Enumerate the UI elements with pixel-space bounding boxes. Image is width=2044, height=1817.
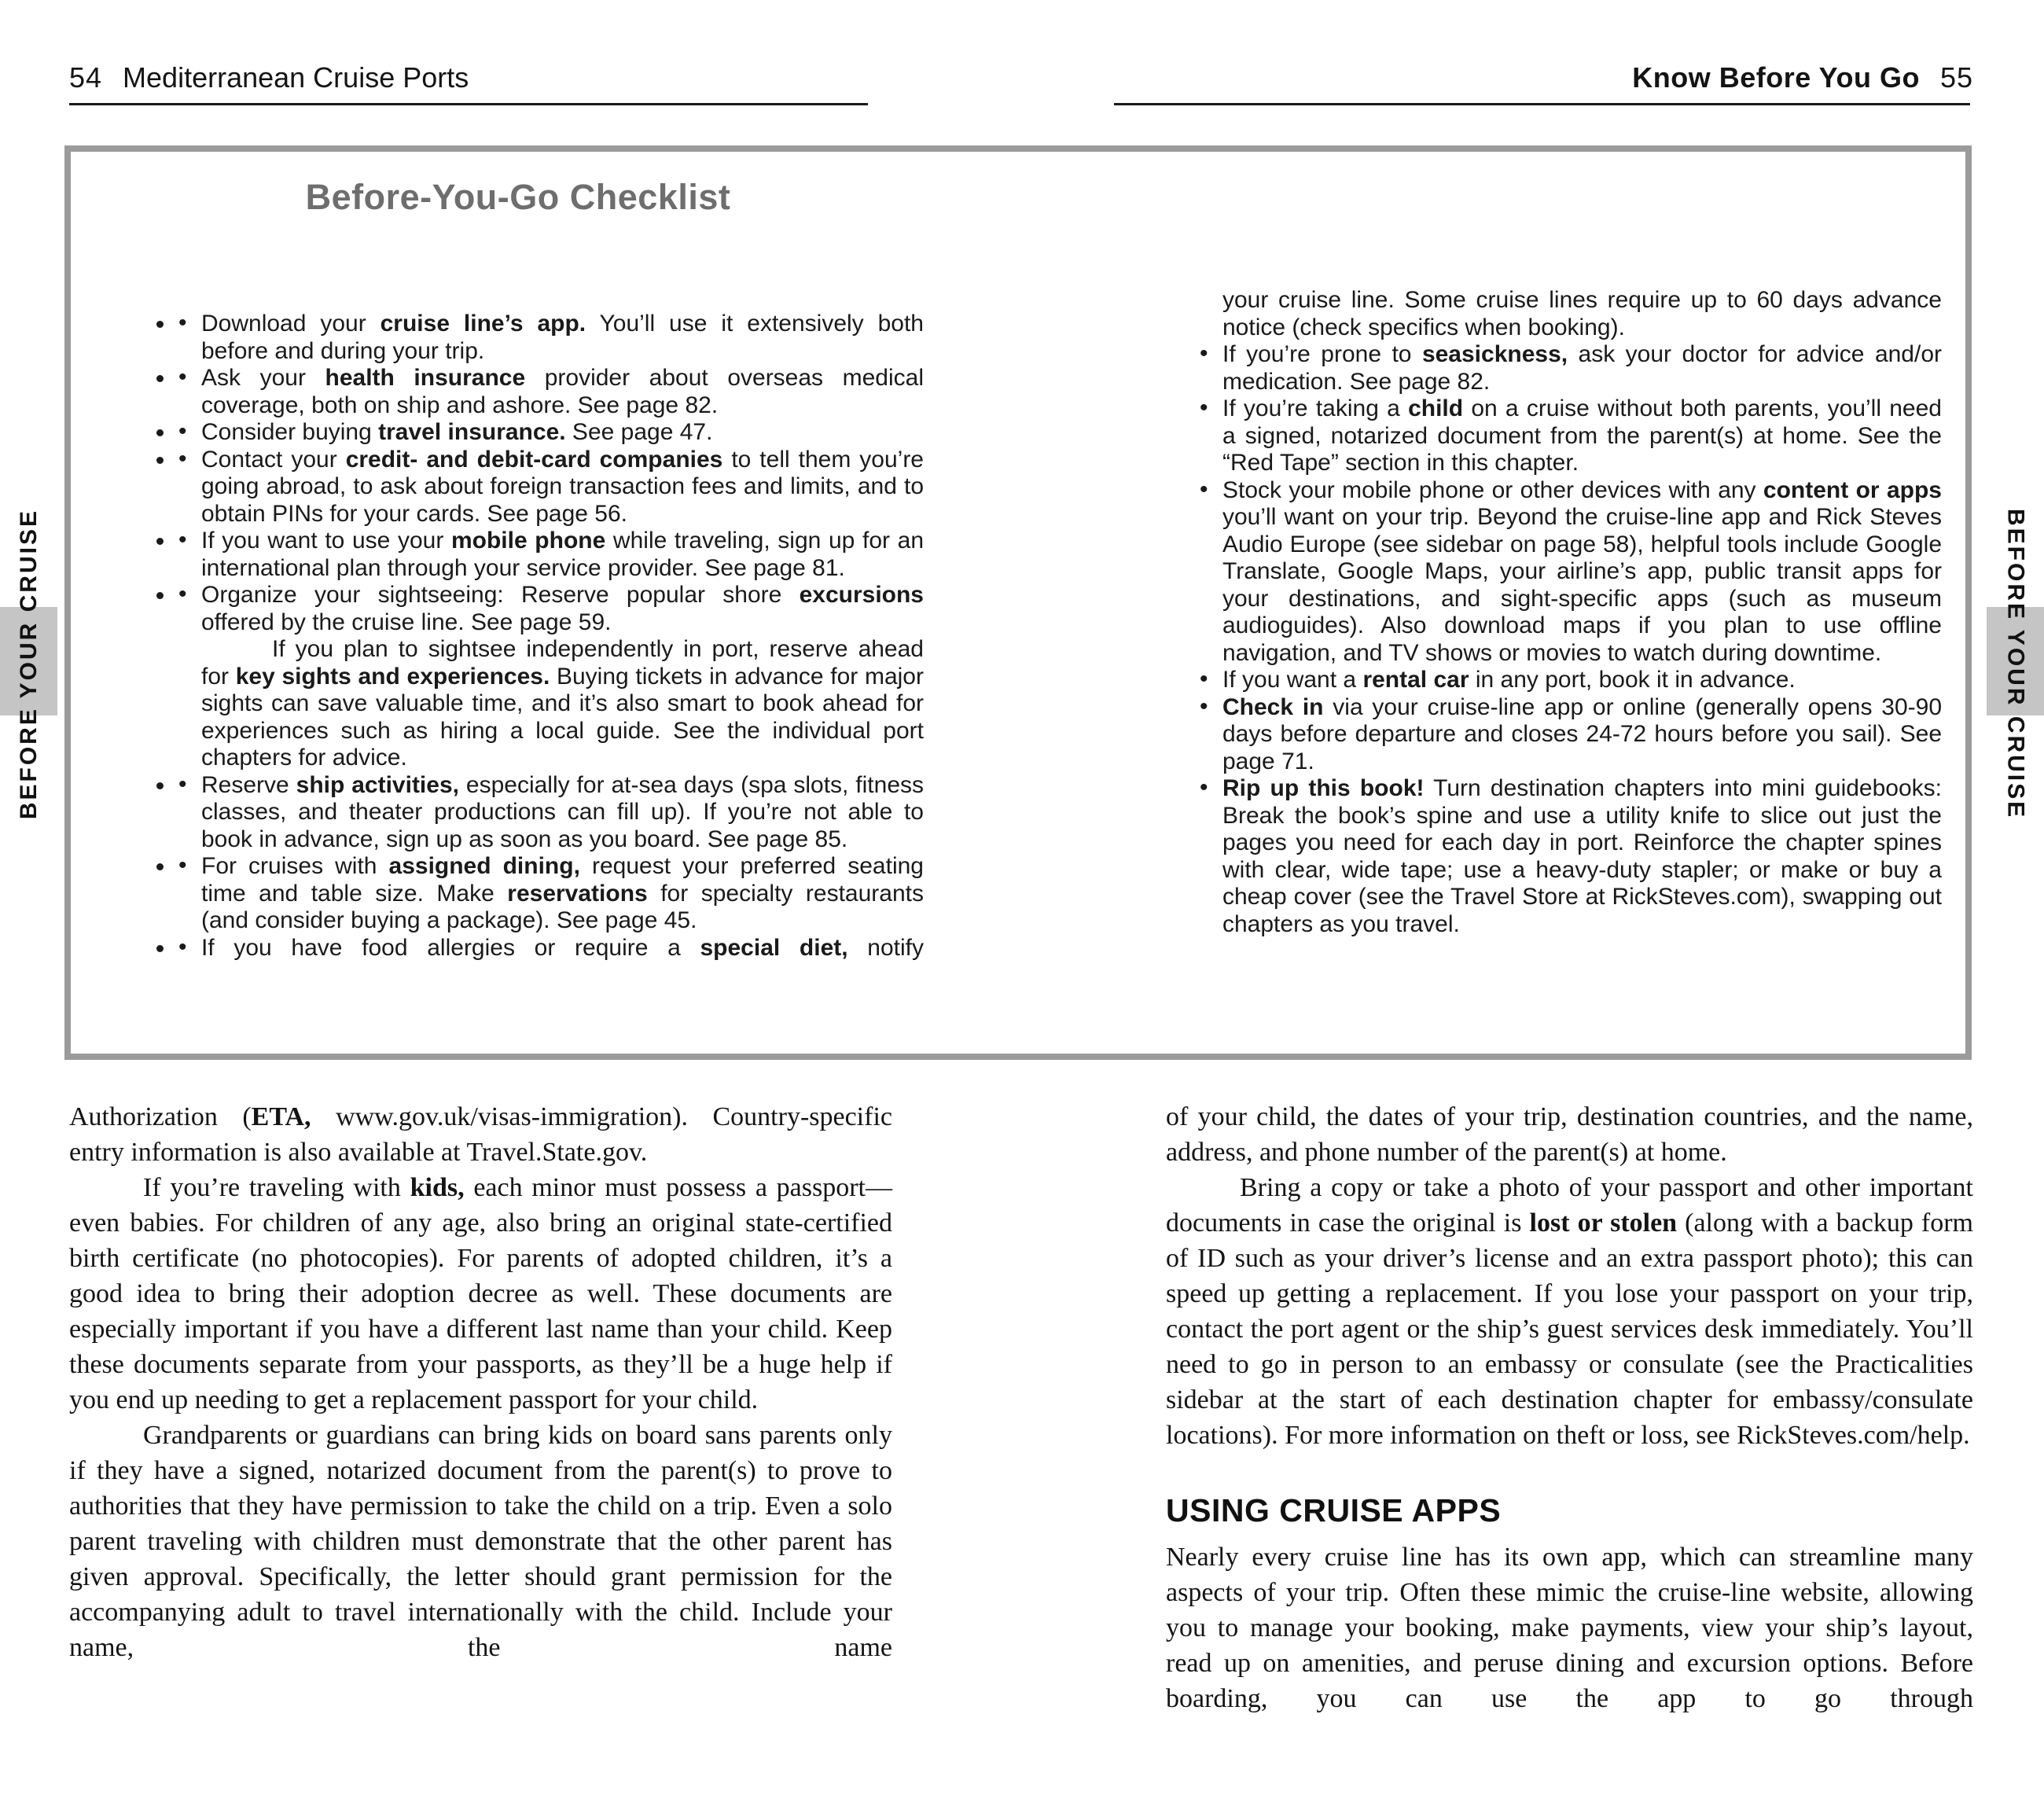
checklist-item: • • Consider buying travel insurance. See page 47. (175, 419, 924, 447)
checklist-item: • • For cruises with assigned dining, request your preferred seating time and table size. Make reservations for specialty restaurants (and consider buying a package). See page 45. (175, 853, 924, 935)
checklist-continuation-text: your cruise line. Some cruise lines require up to 60 days advance notice (check specifics when booking). (1222, 287, 1942, 340)
body-paragraph: If you’re traveling with kids, each minor must possess a passport—even babies. For children of any age, also bring an original state-certified birth certificate (no photocopies). For parents of adopted children, it’s a good idea to bring their adoption decree as well. These documents are especially important if you have a different last name than your child. Keep these documents separate from your passports, as they’ll be a huge help if you end up needing to get a replacement passport for your child. (69, 1173, 893, 1414)
right-header-title: Know Before You Go (1632, 61, 1920, 94)
left-margin-label-text: BEFORE YOUR CRUISE (15, 509, 42, 820)
right-page-number: 55 (1939, 61, 1973, 94)
checklist-item: • • Download your cruise line’s app. You’ll use it extensively both before and during your trip. (175, 311, 924, 365)
left-header-rule (69, 103, 868, 105)
checklist-title: Before-You-Go Checklist (305, 177, 731, 217)
right-page-header (1632, 63, 1973, 93)
right-column-paragraphs (1166, 1099, 1973, 1453)
checklist-item: • • Organize your sightseeing: Reserve popular shore excursions offered by the cruise line. See page 59. If you plan to sightsee independently in port, reserve ahead for key sights and experiences. Buying tickets in advance for major sights can save valuable time, and it’s also smart to book ahead for experiences such as hiring a local guide. See the individual port chapters for advice. (175, 582, 924, 772)
main-text-right-column (1166, 1099, 1973, 1716)
main-text-left-column (69, 1099, 892, 1665)
right-column-paragraphs-after-heading (1166, 1539, 1973, 1716)
checklist-item: • • If you have food allergies or require a special diet, notify (175, 935, 924, 962)
body-paragraph: Grandparents or guardians can bring kids on board sans parents only if they have a signed, notarized document from the parent(s) to prove to authorities that they have permission to take the child on a trip. Even a solo parent traveling with children must demonstrate that the other parent has given approval. Specifically, the letter should grant permission for the accompanying adult to travel internationally with the child. Include your name, the name (69, 1421, 892, 1662)
checklist-item: • Check in via your cruise-line app or online (generally opens 30-90 days before departure and closes 24-72 hours before you sail). See page 71. (1197, 694, 1942, 776)
checklist-item: • Rip up this book! Turn destination chapters into mini guidebooks: Break the book’s spine and use a utility knife to slice out just the pages you need for each day in port. Reinforce the chapter spines with clear, wide tape; use a heavy-duty stapler; or make or buy a cheap cover (see the Travel Store at RickSteves.com), swapping out chapters as you travel. (1197, 775, 1942, 938)
checklist-item: • If you want a rental car in any port, book it in advance. (1197, 667, 1942, 694)
checklist-sidebar-box (64, 145, 1972, 1060)
checklist-item: • • Ask your health insurance provider about overseas medical coverage, both on ship and ashore. See page 82. (175, 365, 924, 419)
section-heading-using-cruise-apps: USING CRUISE APPS (1166, 1492, 1502, 1528)
left-page-header (69, 63, 469, 93)
checklist-right-list (1197, 341, 1942, 938)
checklist-right-column (1197, 287, 1942, 938)
right-header-rule (1114, 103, 1970, 105)
checklist-left-column (144, 311, 924, 962)
checklist-item: • If you’re prone to seasickness, ask your doctor for advice and/or medication. See page 82. (1197, 341, 1942, 395)
left-margin-label (0, 509, 57, 820)
body-paragraph: of your child, the dates of your trip, destination countries, and the name, address, and phone number of the parent(s) at home. (1166, 1102, 1973, 1167)
checklist-item: • • If you want to use your mobile phone while traveling, sign up for an international plan through your service provider. See page 81. (175, 528, 924, 582)
checklist-item-continued: If you plan to sightsee independently in port, reserve ahead for key sights and experiences. Buying tickets in advance for major sights can save valuable time, and it’s also smart to book ahead for experiences such as hiring a local guide. See the individual port chapters for advice. (201, 636, 924, 771)
checklist-item: • Stock your mobile phone or other devices with any content or apps you’ll want on your trip. Beyond the cruise-line app and Rick Steves Audio Europe (see sidebar on page 58), helpful tools include Google Translate, Google Maps, your airline’s app, public transit apps for your destinations, and sight-specific apps (such as museum audioguides). Also download maps if you plan to use offline navigation, and TV shows or movies to watch during downtime. (1197, 477, 1942, 668)
right-margin-label (1987, 509, 2044, 820)
right-margin-label-text: BEFORE YOUR CRUISE (2002, 509, 2029, 820)
left-header-title: Mediterranean Cruise Ports (123, 61, 469, 94)
checklist-item: • • Reserve ship activities, especially for at-sea days (spa slots, fitness classes, and theater productions can fill up). If you’re not able to book in advance, sign up as soon as you board. See page 85. (175, 772, 924, 854)
body-paragraph: Nearly every cruise line has its own app, which can streamline many aspects of your trip. Often these mimic the cruise-line website, allowing you to manage your booking, make payments, view your ship’s layout, read up on amenities, and peruse dining and excursion options. Before boarding, you can use the app to go through (1166, 1543, 1973, 1713)
body-paragraph: Bring a copy or take a photo of your passport and other important documents in case the original is lost or stolen (along with a backup form of ID such as your driver’s license and an extra passport photo); this can speed up getting a replacement. If you lose your passport on your trip, contact the port agent or the ship’s guest services desk immediately. You’ll need to go in person to an embassy or consulate (see the Practicalities sidebar at the start of each destination chapter for embassy/consulate locations). For more information on theft or loss, see RickSteves.com/help. (1166, 1173, 1973, 1450)
left-page-number: 54 (69, 61, 103, 94)
body-paragraph: Authorization (ETA, www.gov.uk/visas-immigration). Country-specific entry information is also available at Travel.State.gov. (69, 1102, 892, 1167)
checklist-item: • • Contact your credit- and debit-card companies to tell them you’re going abroad, to ask about foreign transaction fees and limits, and to obtain PINs for your cards. See page 56. (175, 447, 924, 528)
checklist-item: • If you’re taking a child on a cruise without both parents, you’ll need a signed, notarized document from the parent(s) at home. See the “Red Tape” section in this chapter. (1197, 395, 1942, 477)
